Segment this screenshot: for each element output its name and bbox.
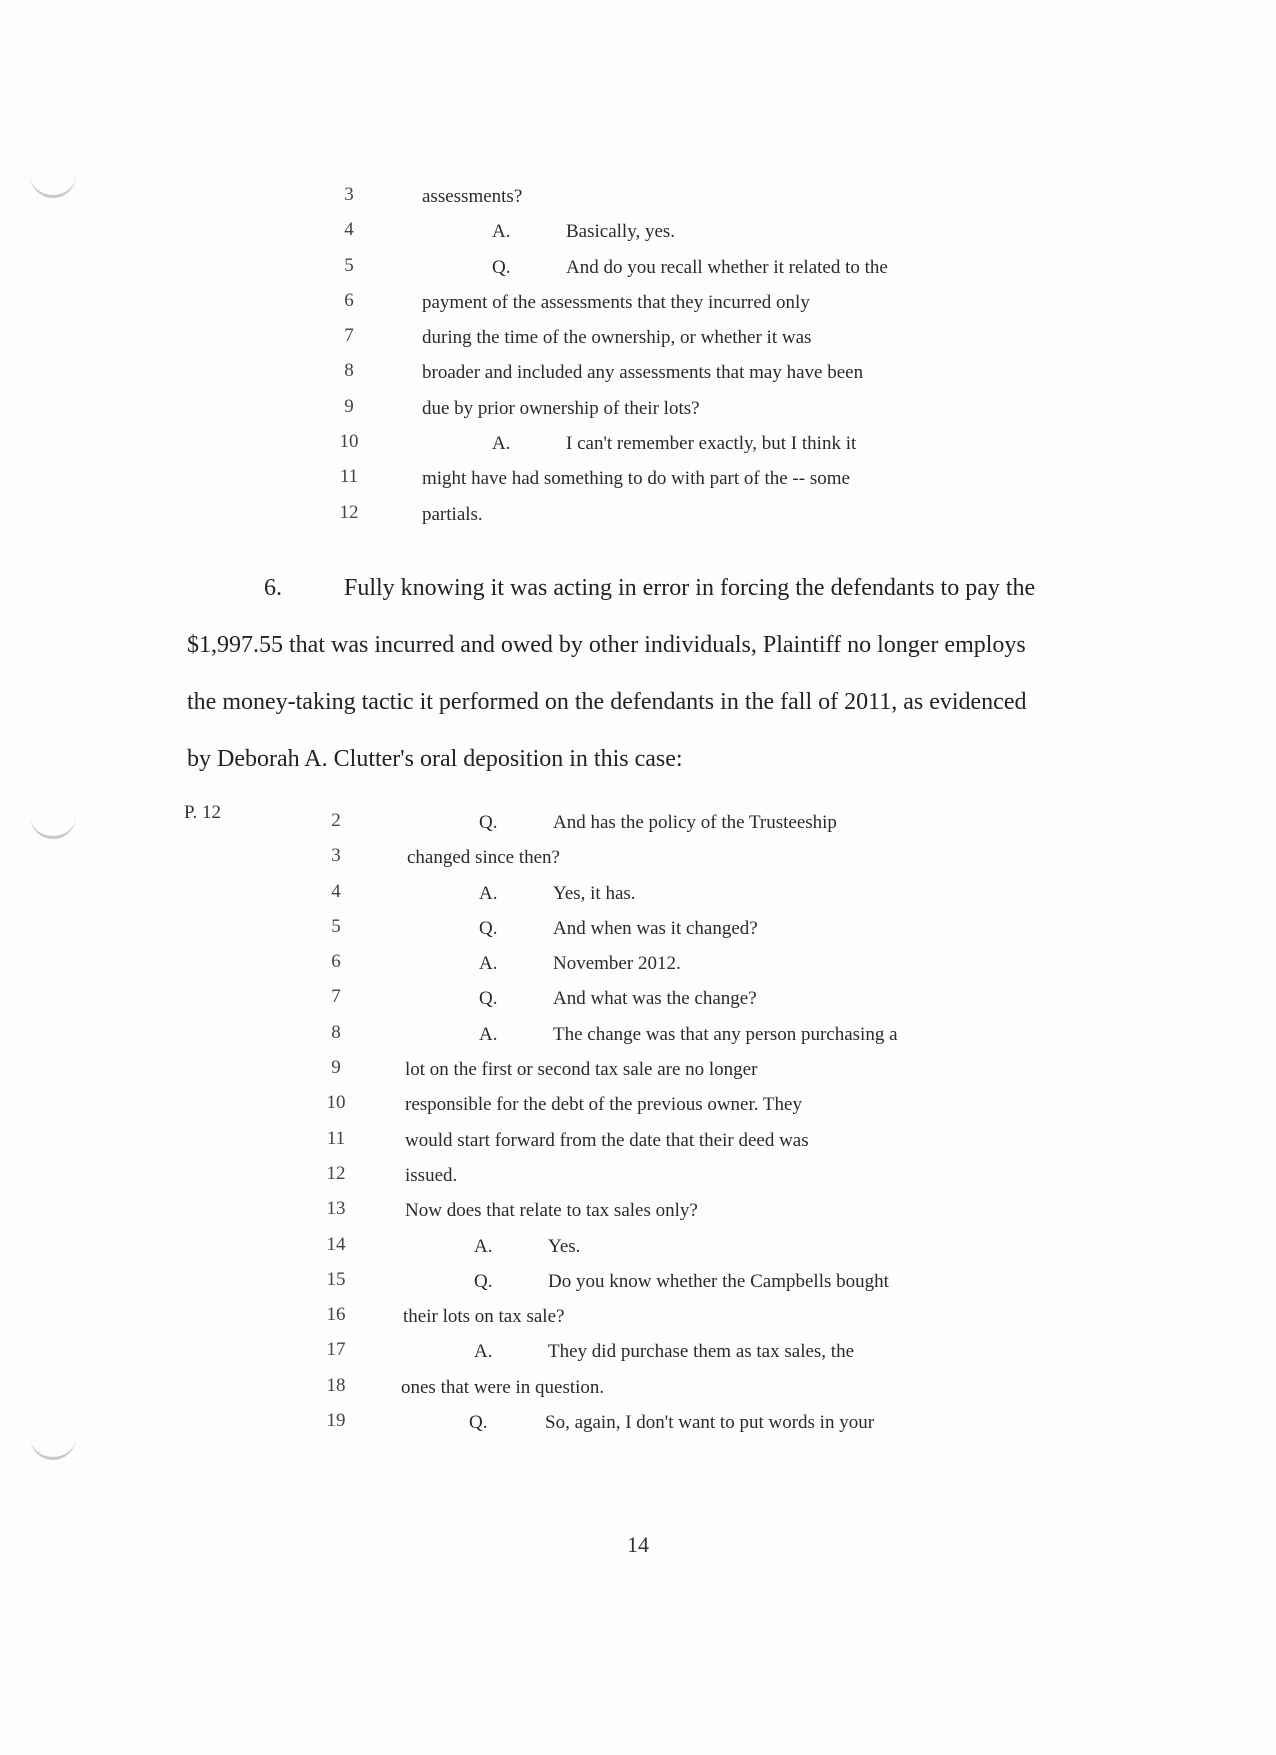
paragraph-number: 6. bbox=[264, 575, 282, 601]
punch-hole-bottom bbox=[30, 1427, 76, 1460]
punch-hole-middle bbox=[30, 806, 76, 839]
transcript-line bbox=[332, 462, 952, 497]
transcript-line bbox=[319, 806, 959, 841]
line-number: 7 bbox=[344, 325, 354, 347]
speaker-mark: A. bbox=[479, 953, 498, 975]
speaker-mark: A. bbox=[474, 1235, 493, 1257]
line-number: 10 bbox=[326, 1092, 346, 1114]
line-text: And do you recall whether it related to the bbox=[566, 256, 888, 278]
transcript-line bbox=[332, 498, 952, 533]
line-number: 9 bbox=[344, 395, 354, 417]
line-number: 11 bbox=[326, 1127, 346, 1149]
transcript-line bbox=[332, 215, 952, 250]
line-text: might have had something to do with part of the -- some bbox=[422, 468, 850, 490]
line-number: 8 bbox=[344, 360, 354, 382]
transcript-line bbox=[319, 1124, 959, 1159]
line-number: 14 bbox=[326, 1233, 346, 1255]
line-number: 11 bbox=[339, 466, 359, 488]
line-number: 7 bbox=[331, 986, 341, 1008]
transcript-line bbox=[319, 841, 959, 876]
transcript-line bbox=[319, 1159, 959, 1194]
line-number: 12 bbox=[339, 501, 359, 523]
speaker-mark: A. bbox=[474, 1341, 493, 1363]
transcript-line bbox=[319, 947, 959, 982]
line-text: And has the policy of the Trusteeship bbox=[553, 812, 837, 833]
line-text: Yes, it has. bbox=[553, 882, 636, 904]
line-number: 17 bbox=[326, 1339, 346, 1361]
line-text: Basically, yes. bbox=[566, 221, 676, 243]
paragraph-line-3: the money-taking tactic it performed on the defendants in the fall of 2011, as evidenced bbox=[187, 689, 1027, 715]
transcript-line bbox=[319, 1088, 959, 1123]
transcript-line bbox=[319, 1194, 959, 1229]
line-text: due by prior ownership of their lots? bbox=[422, 397, 700, 419]
line-text: responsible for the debt of the previous owner. They bbox=[405, 1094, 802, 1116]
transcript-line bbox=[319, 1335, 959, 1370]
transcript-line bbox=[332, 427, 952, 462]
speaker-mark: A. bbox=[492, 221, 511, 243]
line-number: 13 bbox=[326, 1198, 346, 1220]
line-number: 19 bbox=[326, 1410, 346, 1432]
transcript-line bbox=[332, 180, 952, 215]
line-number: 10 bbox=[339, 431, 359, 453]
line-text: broader and included any assessments that may have been bbox=[422, 362, 864, 384]
line-text: would start forward from the date that their deed was bbox=[405, 1129, 809, 1151]
page-number: 14 bbox=[627, 1532, 649, 1557]
line-number: 4 bbox=[331, 880, 341, 902]
line-number: 6 bbox=[331, 951, 341, 973]
line-text: Now does that relate to tax sales only? bbox=[405, 1200, 698, 1222]
transcript-line bbox=[319, 912, 959, 947]
speaker-mark: Q. bbox=[479, 917, 498, 939]
speaker-mark: Q. bbox=[474, 1270, 493, 1292]
paragraph-line-4: by Deborah A. Clutter's oral deposition in this case: bbox=[187, 746, 683, 772]
transcript-line bbox=[319, 1371, 959, 1406]
paragraph-6 bbox=[187, 575, 1067, 803]
line-text: issued. bbox=[405, 1164, 458, 1186]
line-text: They did purchase them as tax sales, the bbox=[548, 1341, 855, 1363]
speaker-mark: Q. bbox=[479, 812, 498, 833]
line-number: 5 bbox=[331, 915, 341, 937]
speaker-mark: Q. bbox=[469, 1412, 488, 1434]
line-text: their lots on tax sale? bbox=[403, 1306, 565, 1328]
line-number: 6 bbox=[344, 289, 354, 311]
speaker-mark: A. bbox=[492, 433, 511, 455]
line-text: Yes. bbox=[548, 1235, 581, 1257]
paragraph-line-2: $1,997.55 that was incurred and owed by other individuals, Plaintiff no longer employs bbox=[187, 632, 1026, 658]
transcript-line bbox=[319, 1053, 959, 1088]
line-number: 18 bbox=[326, 1374, 346, 1396]
line-number: 3 bbox=[331, 845, 341, 867]
transcript-line bbox=[319, 1300, 959, 1335]
transcript-line bbox=[332, 286, 952, 321]
transcript-line bbox=[319, 1265, 959, 1300]
transcript-line bbox=[332, 321, 952, 356]
line-text: So, again, I don't want to put words in your bbox=[545, 1412, 875, 1434]
line-number: 2 bbox=[331, 810, 341, 831]
transcript-line bbox=[319, 877, 959, 912]
line-number: 9 bbox=[331, 1057, 341, 1079]
line-text: And when was it changed? bbox=[553, 917, 758, 939]
deposition-excerpt-2 bbox=[319, 806, 959, 1441]
line-number: 5 bbox=[344, 254, 354, 276]
line-text: during the time of the ownership, or whether it was bbox=[422, 327, 812, 349]
transcript-line bbox=[332, 251, 952, 286]
line-number: 4 bbox=[344, 219, 354, 241]
line-text: November 2012. bbox=[553, 953, 681, 975]
line-text: lot on the first or second tax sale are no longer bbox=[405, 1059, 758, 1081]
line-text: Do you know whether the Campbells bought bbox=[548, 1270, 889, 1292]
transcript-line bbox=[319, 982, 959, 1017]
line-text: I can't remember exactly, but I think it bbox=[566, 433, 857, 455]
line-number: 15 bbox=[326, 1268, 346, 1290]
line-text: ones that were in question. bbox=[401, 1376, 605, 1398]
line-number: 12 bbox=[326, 1162, 346, 1184]
transcript-line bbox=[319, 1018, 959, 1053]
speaker-mark: A. bbox=[479, 882, 498, 904]
line-number: 3 bbox=[344, 184, 354, 205]
line-number: 8 bbox=[331, 1021, 341, 1043]
line-text: And what was the change? bbox=[553, 988, 757, 1010]
speaker-mark: Q. bbox=[479, 988, 498, 1010]
transcript-line bbox=[319, 1406, 959, 1441]
paragraph-line-1: Fully knowing it was acting in error in forcing the defendants to pay the bbox=[344, 575, 1036, 601]
transcript-line bbox=[332, 356, 952, 391]
transcript-line bbox=[319, 1230, 959, 1265]
line-text: partials. bbox=[422, 503, 483, 525]
line-text: changed since then? bbox=[407, 847, 560, 869]
speaker-mark: Q. bbox=[492, 256, 511, 278]
line-number: 16 bbox=[326, 1304, 346, 1326]
punch-hole-top bbox=[30, 165, 76, 198]
line-text: The change was that any person purchasing a bbox=[553, 1023, 898, 1045]
deposition-excerpt-1 bbox=[332, 180, 952, 533]
page-reference: P. 12 bbox=[184, 802, 221, 823]
speaker-mark: A. bbox=[479, 1023, 498, 1045]
line-text: assessments? bbox=[422, 186, 523, 207]
transcript-line bbox=[332, 392, 952, 427]
line-text: payment of the assessments that they incurred only bbox=[422, 291, 810, 313]
